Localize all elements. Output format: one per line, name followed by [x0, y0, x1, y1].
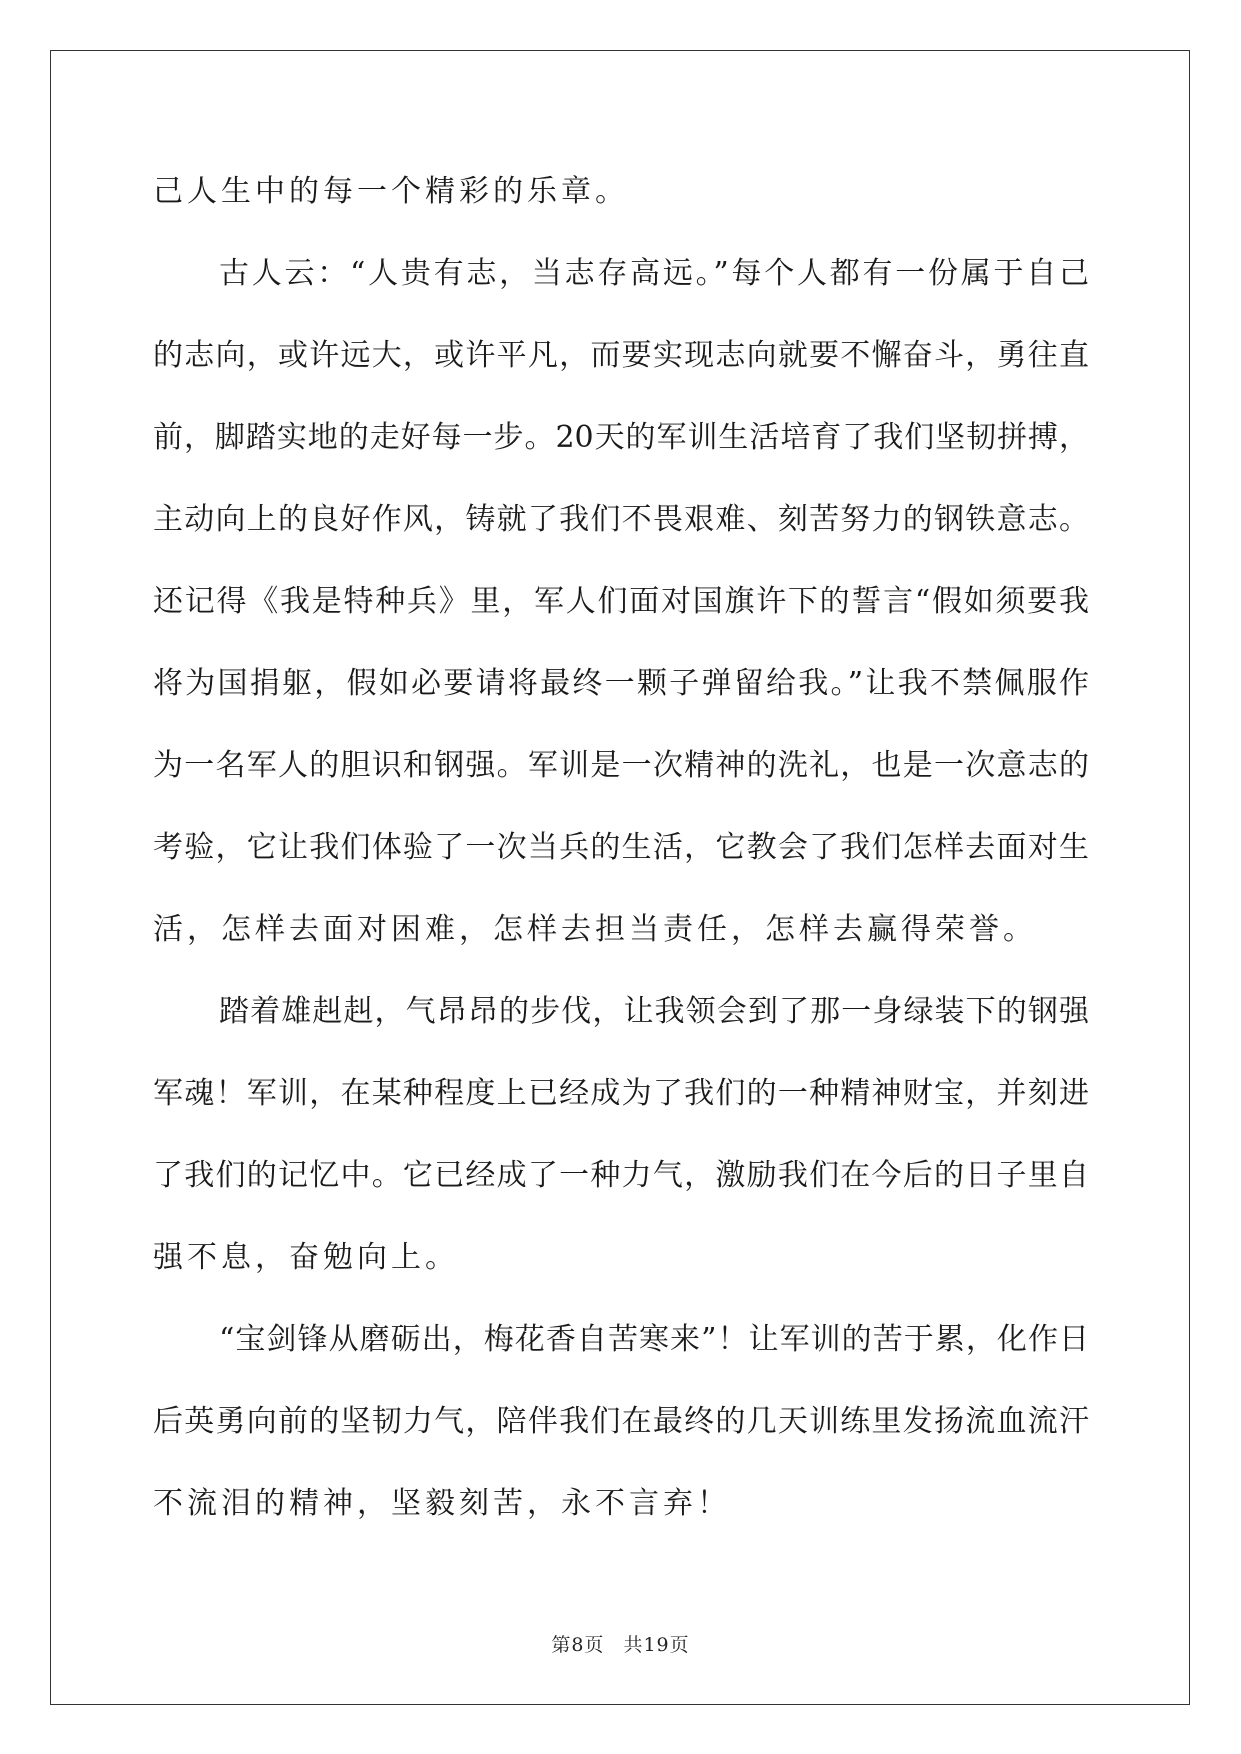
text-line: 活，怎样去面对困难，怎样去担当责任，怎样去赢得荣誉。: [153, 912, 1037, 947]
text-line: 将为国捐躯，假如必要请将最终一颗子弹留给我。”让我不禁佩服作: [153, 666, 1089, 701]
text-line: 古人云：“人贵有志，当志存高远。”每个人都有一份属于自己: [219, 256, 1089, 291]
text-line: 考验，它让我们体验了一次当兵的生活，它教会了我们怎样去面对生: [153, 830, 1089, 865]
text-line: 为一名军人的胆识和钢强。军训是一次精神的洗礼，也是一次意志的: [153, 748, 1089, 783]
text-line: 前，脚踏实地的走好每一步。20天的军训生活培育了我们坚韧拼搏，: [153, 420, 1089, 455]
text-line: 强不息，奋勉向上。: [153, 1240, 459, 1275]
text-line: 踏着雄赳赳，气昂昂的步伐，让我领会到了那一身绿装下的钢强: [219, 994, 1089, 1029]
text-line: 还记得《我是特种兵》里，军人们面对国旗许下的誓言“假如须要我: [153, 584, 1089, 619]
text-line: 己人生中的每一个精彩的乐章。: [153, 174, 629, 209]
text-line: 军魂！军训，在某种程度上已经成为了我们的一种精神财宝，并刻进: [153, 1076, 1089, 1111]
text-line: “宝剑锋从磨砺出，梅花香自苦寒来”！让军训的苦于累，化作日: [219, 1322, 1089, 1357]
page-number: 第8页: [551, 1634, 605, 1656]
text-line: 了我们的记忆中。它已经成了一种力气，激励我们在今后的日子里自: [153, 1158, 1089, 1193]
text-line: 不流泪的精神，坚毅刻苦，永不言弃！: [153, 1486, 731, 1521]
text-line: 的志向，或许远大，或许平凡，而要实现志向就要不懈奋斗，勇往直: [153, 338, 1089, 373]
page-total: 共19页: [623, 1634, 690, 1656]
page-footer: [0, 1630, 1241, 1657]
text-line: 后英勇向前的坚韧力气，陪伴我们在最终的几天训练里发扬流血流汗: [153, 1404, 1089, 1439]
document-body: [153, 160, 1089, 1554]
text-line: 主动向上的良好作风，铸就了我们不畏艰难、刻苦努力的钢铁意志。: [153, 502, 1089, 537]
